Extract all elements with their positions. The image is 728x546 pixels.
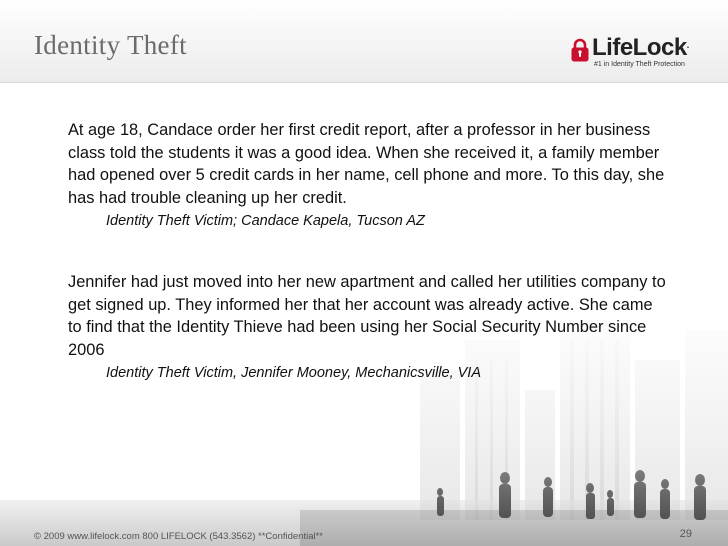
lifelock-logo [570, 36, 720, 70]
story-body: Jennifer had just moved into her new apartment and called her utilities company to get signed up. They informed her that her account was already active. She came to find that the Identity Thieve had been using her Social Security Number since 2006 [68, 273, 666, 359]
slide-title: Identity Theft [34, 30, 187, 60]
footer-copyright: © 2009 www.lifelock.com 800 LIFELOCK (543.3562) **Confidential** [34, 531, 323, 542]
story-attribution: Identity Theft Victim; Candace Kapela, Tucson AZ [106, 213, 425, 229]
logo-tagline: #1 in Identity Theft Protection [594, 61, 685, 68]
lock-icon [570, 38, 590, 62]
page-number: 29 [679, 528, 692, 540]
story-jennifer [68, 271, 668, 381]
header-divider [0, 82, 728, 83]
story-attribution: Identity Theft Victim, Jennifer Mooney, Mechanicsville, VIA [106, 365, 482, 381]
story-candace [68, 119, 668, 229]
logo-wordmark: LifeLock. [592, 34, 689, 61]
story-body: At age 18, Candace order her first credit report, after a professor in her business class told the students it was a good idea. When she received it, a family member had opened over 5 credit cards in her name, cell phone and more. To this day, she has had trouble cleaning up her credit. [68, 121, 665, 207]
